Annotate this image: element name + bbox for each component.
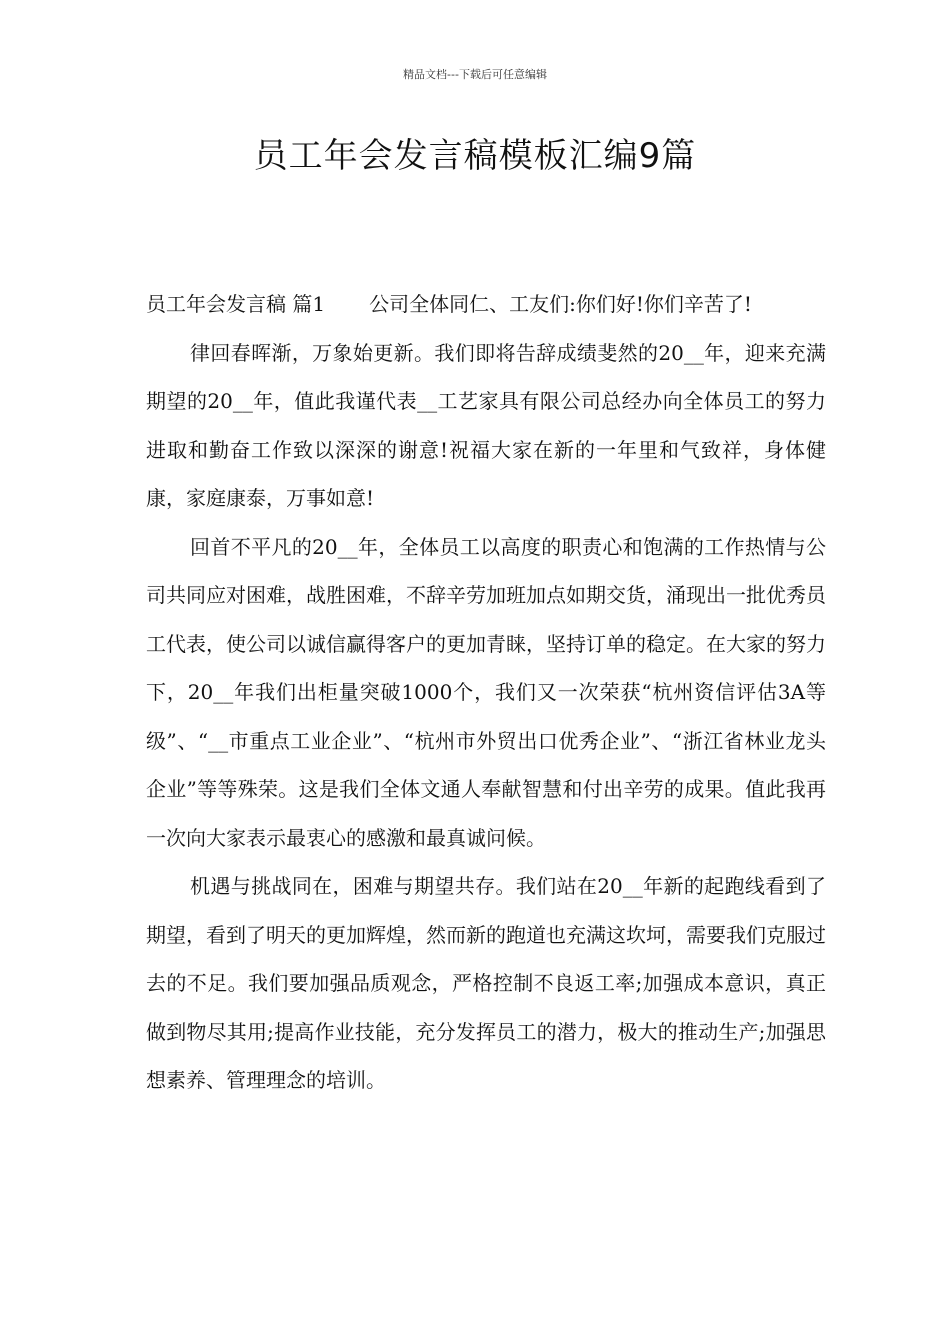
document-title: 员工年会发言稿模板汇编9篇 xyxy=(253,136,697,176)
paragraph: 律回春晖渐，万象始更新。我们即将告辞成绩斐然的20__年，迎来充满期望的20__年，值此我谨代表__工艺家具有限公司总经办向全体员工的努力进取和勤奋工作致以深深的谢意!祝福大家在新的一年里和气致祥，身体健康，家庭康泰，万事如意! xyxy=(146,340,826,510)
paragraph-intro xyxy=(146,280,826,329)
header-note: 精品文档---下载后可任意编辑 xyxy=(403,68,547,81)
paragraph: 回首不平凡的20__年，全体员工以高度的职责心和饱满的工作热情与公司共同应对困难，战胜困难，不辞辛劳加班加点如期交货，涌现出一批优秀员工代表，使公司以诚信赢得客户的更加青睐，坚持订单的稳定。在大家的努力下，20__年我们出柜量突破1000个，我们又一次荣获“杭州资信评估3A等级”、“__市重点工业企业”、“杭州市外贸出口优秀企业”、“浙江省林业龙头企业”等等殊荣。这是我们全体文通人奉献智慧和付出辛劳的成果。值此我再一次向大家表示最衷心的感激和最真诚问候。 xyxy=(146,534,826,850)
document-body xyxy=(146,280,826,1105)
section-heading: 员工年会发言稿 篇1 xyxy=(146,292,326,316)
greeting-text: 公司全体同仁、工友们:你们好!你们辛苦了! xyxy=(369,292,752,316)
paragraph: 机遇与挑战同在，困难与期望共存。我们站在20__年新的起跑线看到了期望，看到了明天的更加辉煌，然而新的跑道也充满这坎坷，需要我们克服过去的不足。我们要加强品质观念，严格控制不良返工率;加强成本意识，真正做到物尽其用;提高作业技能，充分发挥员工的潜力，极大的推动生产;加强思想素养、管理理念的培训。 xyxy=(146,874,826,1092)
